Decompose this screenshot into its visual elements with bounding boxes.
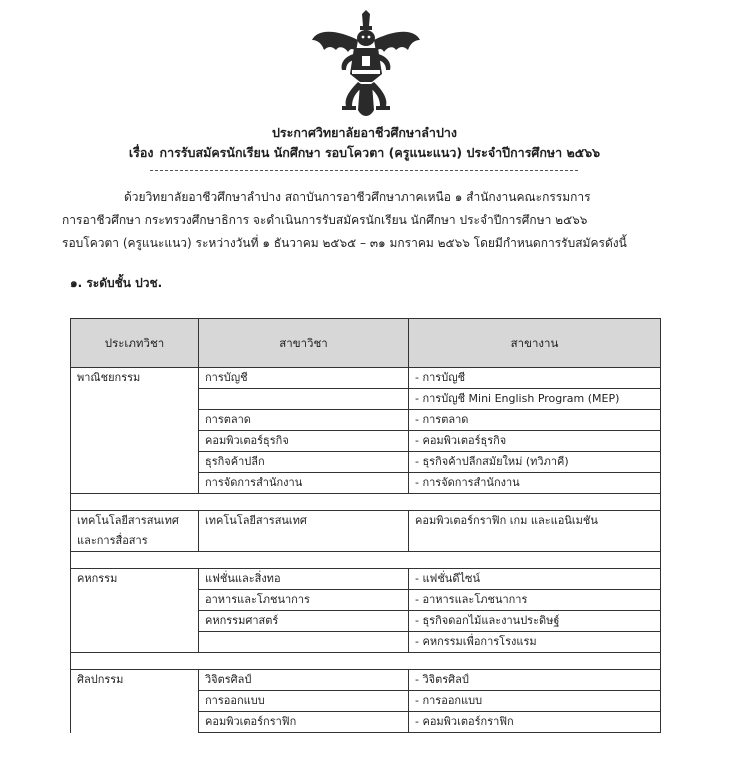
table-spacer-row bbox=[71, 494, 661, 511]
header-field: สาขางาน bbox=[409, 319, 661, 368]
major-cell: การจัดการสำนักงาน bbox=[199, 473, 409, 494]
section-heading: ๑. ระดับชั้น ปวช. bbox=[70, 276, 163, 290]
table-row bbox=[71, 511, 661, 552]
table-row bbox=[71, 712, 661, 733]
type-cell bbox=[71, 712, 199, 733]
subject-label: เรื่อง bbox=[128, 145, 154, 160]
type-cell bbox=[71, 611, 199, 632]
garuda-emblem bbox=[308, 10, 424, 120]
field-cell: - การตลาด bbox=[409, 410, 661, 431]
body-line: รอบโควตา (ครูแนะแนว) ระหว่างวันที่ ๑ ธันวาคม ๒๕๖๕ – ๓๑ มกราคม ๒๕๖๖ โดยมีกำหนดการรับสมัครดังนี้ bbox=[62, 236, 627, 250]
field-cell: - วิจิตรศิลป์ bbox=[409, 670, 661, 691]
type-cell bbox=[71, 473, 199, 494]
type-cell bbox=[71, 410, 199, 431]
type-cell: พาณิชยกรรม bbox=[71, 368, 199, 389]
table-spacer-row bbox=[71, 653, 661, 670]
body-line: การอาชีวศึกษา กระทรวงศึกษาธิการ จะดำเนินการรับสมัครนักเรียน นักศึกษา ประจำปีการศึกษา ๒๕๖๖ bbox=[62, 213, 588, 227]
table-row bbox=[71, 431, 661, 452]
field-cell: - การจัดการสำนักงาน bbox=[409, 473, 661, 494]
spacer-cell bbox=[71, 494, 661, 511]
header-type: ประเภทวิชา bbox=[71, 319, 199, 368]
dashed-divider bbox=[150, 170, 578, 171]
subject-text: การรับสมัครนักเรียน นักศึกษา รอบโควตา (ครูแนะแนว) ประจำปีการศึกษา ๒๕๖๖ bbox=[159, 145, 601, 160]
table-row bbox=[71, 569, 661, 590]
major-cell: เทคโนโลยีสารสนเทศ bbox=[199, 511, 409, 552]
field-cell: - การออกแบบ bbox=[409, 691, 661, 712]
major-cell: คหกรรมศาสตร์ bbox=[199, 611, 409, 632]
table-row bbox=[71, 590, 661, 611]
table-row bbox=[71, 691, 661, 712]
announcement-subject bbox=[0, 144, 729, 162]
type-cell: คหกรรม bbox=[71, 569, 199, 590]
announcement-title: ประกาศวิทยาลัยอาชีวศึกษาลำปาง bbox=[272, 125, 457, 140]
field-cell: - แฟชั่นดีไซน์ bbox=[409, 569, 661, 590]
spacer-cell bbox=[71, 653, 661, 670]
body-line: ด้วยวิทยาลัยอาชีวศึกษาลำปาง สถาบันการอาชีวศึกษาภาคเหนือ ๑ สำนักงานคณะกรรมการ bbox=[124, 190, 591, 204]
field-cell: - การบัญชี bbox=[409, 368, 661, 389]
spacer-cell bbox=[71, 552, 661, 569]
body-paragraph bbox=[62, 186, 662, 255]
type-cell bbox=[71, 431, 199, 452]
table-spacer-row bbox=[71, 552, 661, 569]
field-cell: - อาหารและโภชนาการ bbox=[409, 590, 661, 611]
field-cell: - การบัญชี Mini English Program (MEP) bbox=[409, 389, 661, 410]
field-cell: - คอมพิวเตอร์ธุรกิจ bbox=[409, 431, 661, 452]
field-cell: - ธุรกิจค้าปลีกสมัยใหม่ (ทวิภาคี) bbox=[409, 452, 661, 473]
type-cell bbox=[71, 590, 199, 611]
field-cell: - คอมพิวเตอร์กราฟิก bbox=[409, 712, 661, 733]
major-cell: อาหารและโภชนาการ bbox=[199, 590, 409, 611]
major-cell: คอมพิวเตอร์กราฟิก bbox=[199, 712, 409, 733]
table-row bbox=[71, 410, 661, 431]
major-cell: การออกแบบ bbox=[199, 691, 409, 712]
major-cell bbox=[199, 389, 409, 410]
major-cell: วิจิตรศิลป์ bbox=[199, 670, 409, 691]
table-row bbox=[71, 473, 661, 494]
major-cell: ธุรกิจค้าปลีก bbox=[199, 452, 409, 473]
field-cell: คอมพิวเตอร์กราฟิก เกม และแอนิเมชัน bbox=[409, 511, 661, 552]
table-row bbox=[71, 452, 661, 473]
title-block bbox=[0, 124, 729, 162]
type-cell: เทคโนโลยีสารสนเทศและการสื่อสาร bbox=[71, 511, 199, 552]
table-row bbox=[71, 611, 661, 632]
table-row bbox=[71, 389, 661, 410]
programs-table bbox=[70, 318, 661, 733]
table-row bbox=[71, 670, 661, 691]
field-cell: - คหกรรมเพื่อการโรงแรม bbox=[409, 632, 661, 653]
header-major: สาขาวิชา bbox=[199, 319, 409, 368]
major-cell: การบัญชี bbox=[199, 368, 409, 389]
table-row bbox=[71, 632, 661, 653]
field-cell: - ธุรกิจดอกไม้และงานประดิษฐ์ bbox=[409, 611, 661, 632]
table-header-row bbox=[71, 319, 661, 368]
type-cell bbox=[71, 691, 199, 712]
type-cell bbox=[71, 389, 199, 410]
type-cell bbox=[71, 452, 199, 473]
major-cell: แฟชั่นและสิ่งทอ bbox=[199, 569, 409, 590]
major-cell: คอมพิวเตอร์ธุรกิจ bbox=[199, 431, 409, 452]
type-cell bbox=[71, 632, 199, 653]
major-cell: การตลาด bbox=[199, 410, 409, 431]
type-cell: ศิลปกรรม bbox=[71, 670, 199, 691]
major-cell bbox=[199, 632, 409, 653]
table-row bbox=[71, 368, 661, 389]
